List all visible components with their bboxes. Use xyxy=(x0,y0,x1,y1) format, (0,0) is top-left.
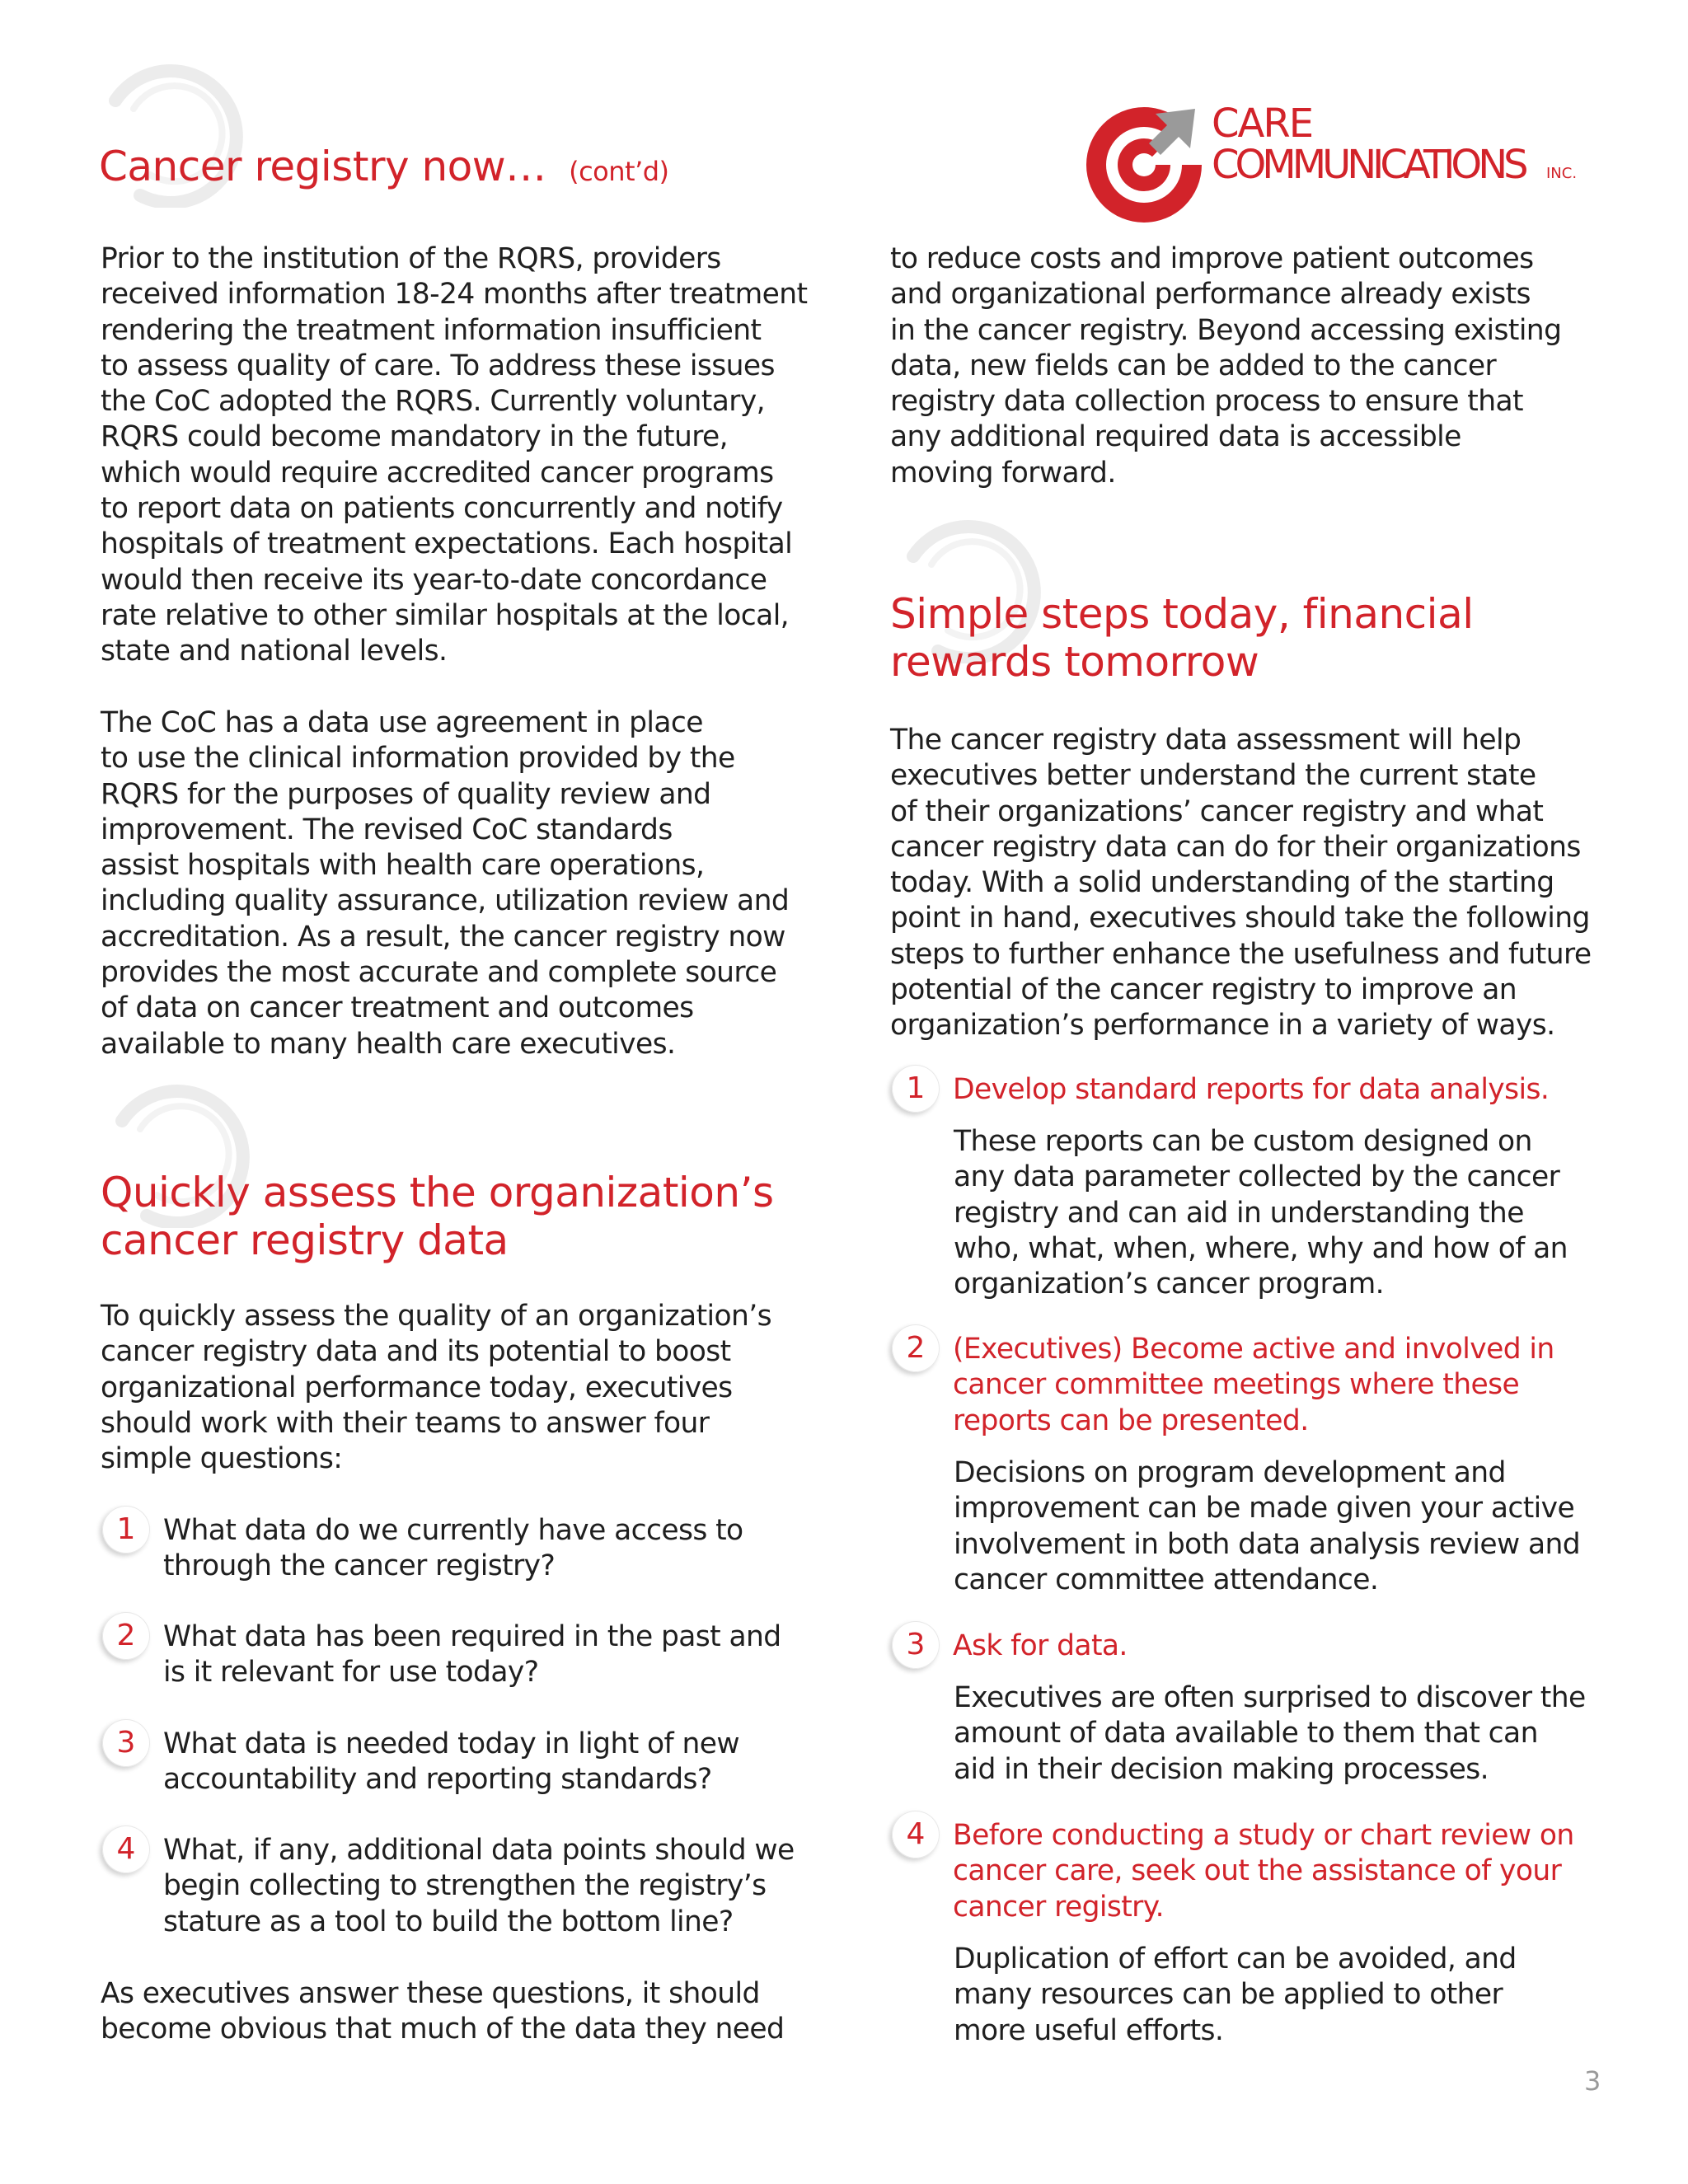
step-title: (Executives) Become active and involved in cancer committee meetings where these reports can be presented. xyxy=(953,1333,1554,1437)
question-text: What data do we currently have access to through the cancer registry? xyxy=(163,1514,743,1583)
question-number-badge: 2 xyxy=(102,1612,150,1660)
question-text: What, if any, additional data points should we begin collecting to strengthen the registry’s stature as a tool to build the bottom line? xyxy=(163,1834,795,1938)
question-text: What data has been required in the past and is it relevant for use today? xyxy=(163,1620,781,1690)
left-paragraph-4: As executives answer these questions, it should become obvious that much of the data they need xyxy=(101,1977,785,2046)
question-number-badge: 4 xyxy=(102,1825,150,1873)
section-heading-steps: Simple steps today, financial rewards tomorrow xyxy=(890,590,1474,686)
step-title: Develop standard reports for data analysis. xyxy=(953,1073,1550,1106)
left-paragraph-2: The CoC has a data use agreement in place to use the clinical information provided by the RQRS for the purposes of quality review and improvement. The revised CoC standards assist hospitals with health care operations, including quality assurance, utilization review and accreditation. As a result, the cancer registry now provides the most accurate and complete source of data on cancer treatment and outcomes available to many health care executives. xyxy=(101,706,790,1061)
step-number-badge: 3 xyxy=(892,1621,940,1669)
page-title xyxy=(99,142,669,196)
step-body: Executives are often surprised to discover the amount of data available to them that can aid in their decision making processes. xyxy=(954,1681,1586,1786)
step-title: Ask for data. xyxy=(953,1629,1128,1662)
section-heading-assess: Quickly assess the organization’s cancer registry data xyxy=(101,1169,774,1264)
question-number-badge: 3 xyxy=(102,1719,150,1767)
step-title: Before conducting a study or chart review on cancer care, seek out the assistance of your cancer registry. xyxy=(953,1819,1574,1924)
question-text: What data is needed today in light of new accountability and reporting standards? xyxy=(163,1727,739,1797)
company-logo xyxy=(1080,97,1582,229)
step-number-badge: 2 xyxy=(892,1324,940,1372)
logo-suffix: INC. xyxy=(1546,165,1578,182)
left-paragraph-1: Prior to the institution of the RQRS, providers received information 18-24 months after treatment rendering the treatment information insufficient to assess quality of care. To address these issues the CoC adopted the RQRS. Currently voluntary, RQRS could become mandatory in the future, which would require accredited cancer programs to report data on patients concurrently and notify hospitals of treatment expectations. Each hospital would then receive its year-to-date concordance rate relative to other similar hospitals at the local, state and national levels. xyxy=(101,242,808,668)
step-body: These reports can be custom designed on any data parameter collected by the cancer registry and can aid in understanding the who, what, when, where, why and how of an organization’s cancer program. xyxy=(954,1125,1568,1301)
left-paragraph-3: To quickly assess the quality of an organization’s cancer registry data and its potential to boost organizational performance today, executives should work with their teams to answer four simple questions: xyxy=(101,1300,772,1476)
logo-line1: CARE xyxy=(1212,101,1313,147)
page-title-suffix: (cont’d) xyxy=(569,156,669,187)
logo-mark-icon xyxy=(1080,97,1212,229)
step-body: Decisions on program development and improvement can be made given your active involvement in both data analysis review and cancer committee attendance. xyxy=(954,1456,1581,1596)
step-body: Duplication of effort can be avoided, and many resources can be applied to other more useful efforts. xyxy=(954,1943,1517,2047)
question-number-badge: 1 xyxy=(102,1506,150,1554)
page-number: 3 xyxy=(1584,2065,1601,2097)
step-number-badge: 4 xyxy=(892,1811,940,1858)
page-title-text: Cancer registry now… xyxy=(99,143,546,190)
right-paragraph-2: The cancer registry data assessment will help executives better understand the current state of their organizations’ cancer registry and what cancer registry data can do for their organizations today. With a solid understanding of the starting point in hand, executives should take the following steps to further enhance the usefulness and future potential of the cancer registry to improve an organization’s performance in a variety of ways. xyxy=(890,724,1592,1043)
right-paragraph-1: to reduce costs and improve patient outcomes and organizational performance already exists in the cancer registry. Beyond accessing existing data, new fields can be added to the cancer registry data collection process to ensure that any additional required data is accessible moving forward. xyxy=(890,242,1562,490)
logo-line2: COMMUNICATIONS xyxy=(1212,142,1525,188)
step-number-badge: 1 xyxy=(892,1065,940,1113)
